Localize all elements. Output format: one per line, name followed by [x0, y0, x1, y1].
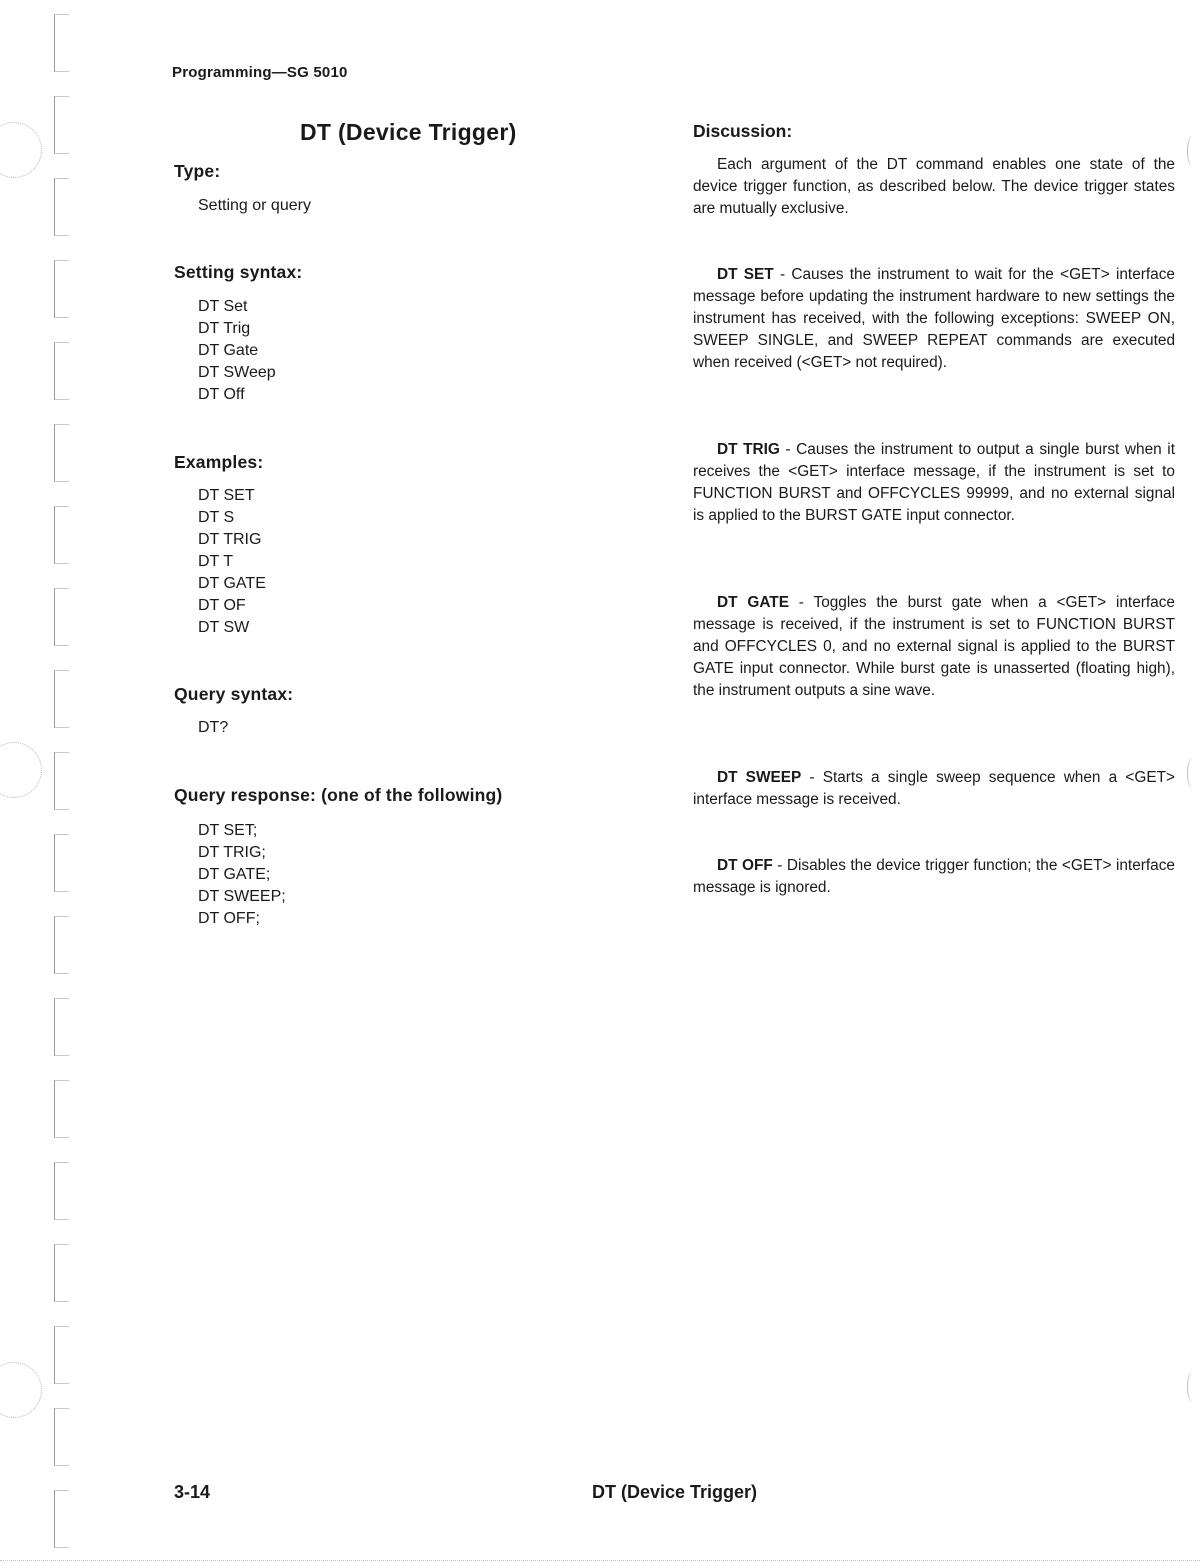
setting-syntax-list: [198, 296, 276, 406]
binder-tab: [54, 178, 69, 236]
query-response-heading: Query response: (one of the following): [174, 785, 503, 805]
discussion-term: DT SET: [717, 266, 774, 283]
discussion-item-dt-gate: [693, 592, 1175, 702]
binder-tab: [54, 96, 69, 154]
list-item: DT OFF;: [198, 910, 260, 927]
punch-hole: [0, 1362, 42, 1418]
discussion-text: - Starts a single sweep sequence when a <GET> interface message is received.: [693, 769, 1175, 808]
binder-tab: [54, 588, 69, 646]
list-item: DT SET;: [198, 822, 258, 839]
list-item: DT TRIG: [198, 531, 262, 548]
list-item: DT SWeep: [198, 364, 276, 381]
discussion-item-dt-trig: [693, 439, 1175, 527]
page-bottom-edge: [0, 1560, 1200, 1561]
discussion-text: - Causes the instrument to output a single burst when it receives the <GET> interface message, if the instrument is set to FUNCTION BURST and OFFCYCLES 99999, and no external signal is applied to the BURST GATE input connector.: [693, 441, 1175, 524]
binder-tab: [54, 1080, 69, 1138]
discussion-item-dt-off: [693, 855, 1175, 899]
binder-tab: [54, 916, 69, 974]
list-item: DT Gate: [198, 342, 259, 359]
query-syntax-heading: Query syntax:: [174, 684, 294, 704]
binder-tab: [54, 506, 69, 564]
list-item: DT OF: [198, 597, 246, 614]
page-edge-mark: [1187, 758, 1198, 788]
type-heading: Type:: [174, 161, 221, 181]
list-item: DT Set: [198, 298, 248, 315]
punch-hole: [0, 742, 42, 798]
binder-tab: [54, 260, 69, 318]
discussion-term: DT TRIG: [717, 441, 780, 458]
punch-hole: [0, 122, 42, 178]
discussion-intro: Each argument of the DT command enables one state of the device trigger function, as described below. The device trigger states are mutually exclusive.: [693, 156, 1175, 217]
list-item: DT Off: [198, 386, 245, 403]
type-value: Setting or query: [198, 197, 311, 214]
binder-tab: [54, 342, 69, 400]
query-syntax-value: DT?: [198, 719, 229, 736]
binder-tab: [54, 14, 69, 72]
list-item: DT GATE;: [198, 866, 271, 883]
running-head: Programming—SG 5010: [172, 64, 348, 81]
discussion-text: - Toggles the burst gate when a <GET> interface message is received, if the instrument is set to FUNCTION BURST and OFFCYCLES 0, and no external signal is applied to the BURST GATE input connector. While burst gate is unasserted (floating high), the instrument outputs a sine wave.: [693, 594, 1175, 699]
discussion-text: - Disables the device trigger function; the <GET> interface message is ignored.: [693, 857, 1175, 896]
list-item: DT T: [198, 553, 233, 570]
discussion-text: - Causes the instrument to wait for the <GET> interface message before updating the instrument hardware to new settings the instrument has received, with the following exceptions: SWEEP ON, SWEEP SINGLE, and SWEEP REPEAT commands are executed when received (<GET> not required).: [693, 266, 1175, 371]
page-title: DT (Device Trigger): [300, 119, 517, 145]
binder-tab: [54, 1244, 69, 1302]
binder-tab: [54, 998, 69, 1056]
list-item: DT SW: [198, 619, 250, 636]
setting-syntax-heading: Setting syntax:: [174, 262, 303, 282]
list-item: DT GATE: [198, 575, 266, 592]
list-item: DT S: [198, 509, 235, 526]
binder-tab: [54, 752, 69, 810]
binder-tab: [54, 424, 69, 482]
footer-section-title: DT (Device Trigger): [592, 1482, 758, 1502]
binder-tab: [54, 1326, 69, 1384]
examples-heading: Examples:: [174, 452, 264, 472]
binder-tab: [54, 1490, 69, 1548]
page-number: 3-14: [174, 1482, 211, 1502]
discussion-term: DT GATE: [717, 594, 789, 611]
discussion-term: DT OFF: [717, 857, 773, 874]
query-response-list: [198, 820, 286, 930]
list-item: DT SET: [198, 487, 255, 504]
binder-tab: [54, 834, 69, 892]
page-edge-mark: [1187, 136, 1198, 166]
binder-tab: [54, 1408, 69, 1466]
page-edge-mark: [1187, 1372, 1198, 1402]
list-item: DT SWEEP;: [198, 888, 286, 905]
discussion-term: DT SWEEP: [717, 769, 802, 786]
discussion-item-dt-sweep: [693, 767, 1175, 811]
examples-list: [198, 485, 266, 639]
list-item: DT Trig: [198, 320, 251, 337]
binder-tab: [54, 670, 69, 728]
discussion-item-dt-set: [693, 264, 1175, 374]
discussion-heading: Discussion:: [693, 121, 793, 141]
list-item: DT TRIG;: [198, 844, 266, 861]
binder-tab: [54, 1162, 69, 1220]
